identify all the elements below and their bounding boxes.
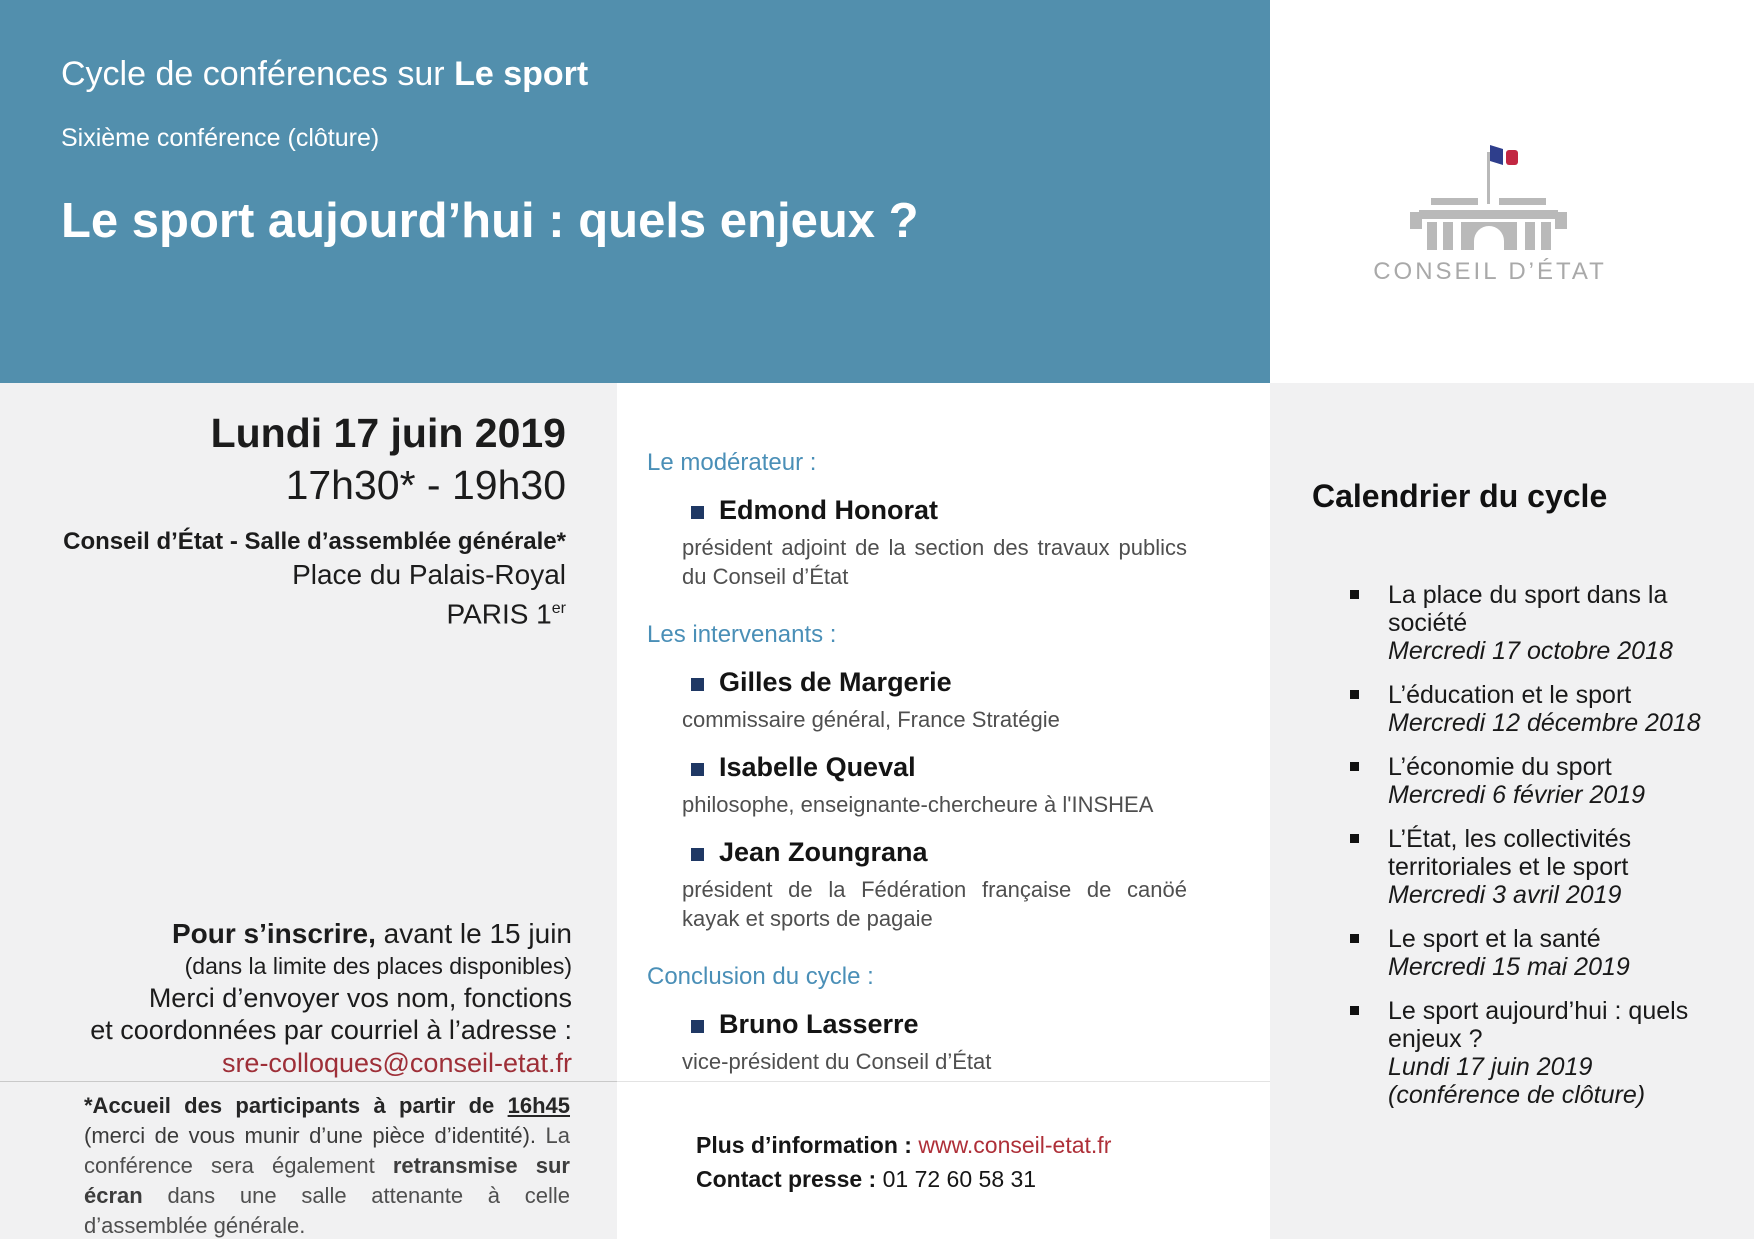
calendar-item [1312, 925, 1736, 981]
calendar-topic: Le sport et la santé [1388, 925, 1601, 953]
section-label-conclusion: Conclusion du cycle : [647, 963, 874, 990]
calendar-item [1312, 997, 1736, 1109]
left-column [0, 383, 617, 1239]
footnote-time: 16h45 [507, 1093, 570, 1118]
square-bullet-icon [1350, 762, 1359, 771]
square-bullet-icon [691, 678, 704, 691]
event-city-ordinal: er [551, 600, 566, 617]
header-band [0, 0, 1270, 383]
footnote-paren: (merci de vous munir d’une pièce d’identité). [84, 1123, 537, 1148]
press-contact-line [696, 1162, 1111, 1196]
square-bullet-icon [1350, 1006, 1359, 1015]
calendar-topic: L’État, les collectivités territoriales et le sport [1388, 825, 1632, 881]
calendar-date: Mercredi 15 mai 2019 [1388, 953, 1630, 981]
calendar-date: Lundi 17 juin 2019 [1388, 1053, 1593, 1081]
speaker-role: commissaire général, France Stratégie [682, 707, 1060, 732]
more-info-line [696, 1128, 1111, 1162]
speaker-row [691, 837, 1237, 868]
calendar-item [1312, 825, 1736, 909]
event-city-text: PARIS 1 [446, 598, 552, 630]
square-bullet-icon [1350, 834, 1359, 843]
cycle-calendar [1312, 478, 1736, 1125]
calendar-date: Mercredi 17 octobre 2018 [1388, 637, 1673, 665]
edition-subtitle: Sixième conférence (clôture) [61, 124, 380, 152]
speakers-list [647, 449, 1237, 1076]
speaker-role: président de la Fédération française de canöé kayak et sports de pagaie [682, 877, 1187, 931]
speaker-role: philosophe, enseignante-chercheure à l'INSHEA [682, 792, 1154, 817]
speaker-row [691, 495, 1237, 526]
registration-line1: Merci d’envoyer vos nom, fonctions [148, 983, 572, 1013]
speaker-name: Edmond Honorat [719, 495, 938, 525]
registration-lead-bold: Pour s’inscrire, [171, 918, 376, 949]
footer-divider [617, 1081, 1270, 1082]
footer-contacts [696, 1128, 1111, 1196]
footnote-bold-intro: *Accueil des participants à partir de [84, 1093, 508, 1118]
conseil-detat-logo [1330, 138, 1650, 286]
square-bullet-icon [691, 763, 704, 776]
event-address: Place du Palais-Royal [292, 559, 566, 590]
website-link[interactable]: www.conseil-etat.fr [918, 1132, 1112, 1158]
calendar-date: Mercredi 6 février 2019 [1388, 781, 1646, 809]
footnote [84, 1091, 570, 1239]
registration-lead [0, 916, 572, 951]
calendar-topic: Le sport aujourd’hui : quels enjeux ? [1388, 997, 1689, 1053]
speaker-name: Jean Zoungrana [719, 837, 928, 867]
section-label-speakers: Les intervenants : [647, 621, 837, 648]
calendar-topic: L’éducation et le sport [1388, 681, 1632, 709]
registration-lead-rest: avant le 15 juin [375, 918, 572, 949]
square-bullet-icon [691, 1020, 704, 1033]
speaker-row [691, 1009, 1237, 1040]
more-info-label: Plus d’information : [696, 1132, 919, 1158]
calendar-topic: La place du sport dans la société [1388, 581, 1668, 637]
logo-caption: CONSEIL D’ÉTAT [1373, 258, 1607, 285]
event-city [0, 592, 566, 631]
page-title: Le sport aujourd’hui : quels enjeux ? [61, 194, 919, 248]
calendar-item [1312, 581, 1736, 665]
footnote-bold-mid: retransmise sur écran [84, 1153, 570, 1208]
speaker-name: Bruno Lasserre [719, 1009, 919, 1039]
speaker-name: Gilles de Margerie [719, 667, 952, 697]
speaker-name: Isabelle Queval [719, 752, 916, 782]
speaker-role: vice-président du Conseil d’État [682, 1049, 992, 1074]
speaker-role: président adjoint de la section des travaux publics du Conseil d’État [682, 535, 1187, 589]
footnote-text-b: dans une salle attenante à celle d’assemblée générale. [84, 1183, 570, 1238]
speaker-row [691, 752, 1237, 783]
registration-info [0, 916, 572, 1080]
section-label-moderator: Le modérateur : [647, 449, 817, 476]
event-venue: Conseil d’État - Salle d’assemblée générale* [63, 528, 566, 555]
calendar-list [1312, 581, 1736, 1109]
event-date: Lundi 17 juin 2019 [210, 410, 566, 456]
press-contact-label: Contact presse : [696, 1166, 883, 1192]
registration-limit: (dans la limite des places disponibles) [184, 953, 572, 979]
calendar-note: (conférence de clôture) [1388, 1081, 1646, 1109]
event-time: 17h30* - 19h30 [285, 462, 566, 508]
square-bullet-icon [1350, 690, 1359, 699]
calendar-topic: L’économie du sport [1388, 753, 1612, 781]
footnote-text-a: La conférence sera également [84, 1123, 570, 1178]
press-phone-number: 01 72 60 58 31 [882, 1166, 1037, 1192]
footnote-divider [0, 1081, 617, 1082]
flag-blue-part [1490, 145, 1503, 165]
series-title-regular: Cycle de conférences sur [61, 55, 455, 93]
square-bullet-icon [1350, 934, 1359, 943]
square-bullet-icon [1350, 590, 1359, 599]
calendar-item [1312, 681, 1736, 737]
square-bullet-icon [691, 506, 704, 519]
square-bullet-icon [691, 848, 704, 861]
registration-email-link[interactable]: sre-colloques@conseil-etat.fr [221, 1048, 572, 1078]
series-title [61, 55, 588, 94]
speaker-row [691, 667, 1237, 698]
calendar-item [1312, 753, 1736, 809]
flag-red-part [1506, 150, 1518, 165]
calendar-date: Mercredi 3 avril 2019 [1388, 881, 1622, 909]
right-column [1270, 383, 1754, 1239]
event-details [0, 407, 566, 631]
palais-royal-building-icon [1405, 138, 1575, 250]
registration-line2: et coordonnées par courriel à l’adresse : [90, 1015, 572, 1045]
calendar-date: Mercredi 12 décembre 2018 [1388, 709, 1701, 737]
calendar-title: Calendrier du cycle [1312, 478, 1608, 514]
series-title-bold: Le sport [454, 55, 589, 93]
middle-column [617, 383, 1270, 1239]
